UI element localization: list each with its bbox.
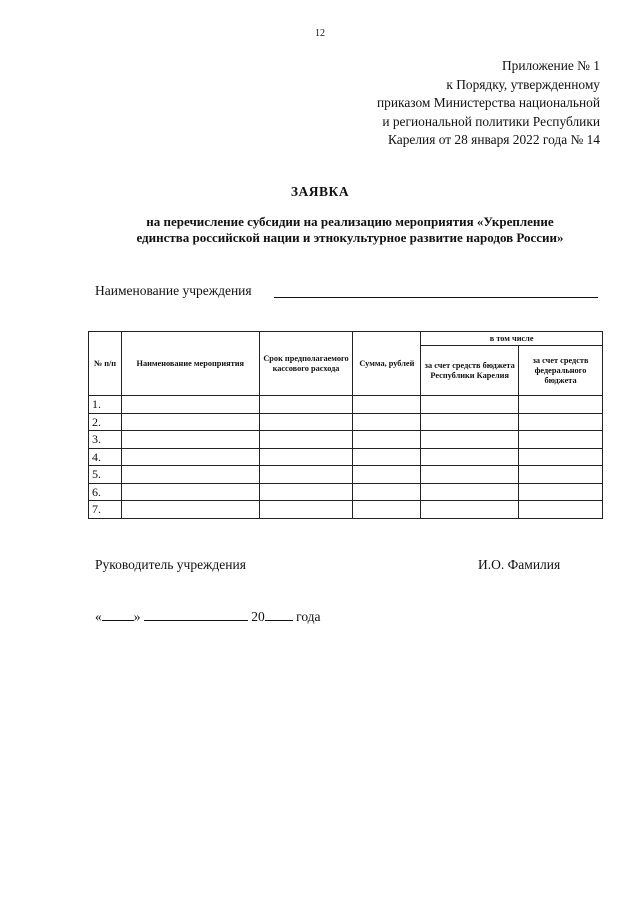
col-header-term: Срок предполагаемого кассового расхода xyxy=(259,332,353,396)
org-name-field[interactable] xyxy=(274,297,598,298)
date-year-suffix: года xyxy=(296,609,321,624)
appendix-line: приказом Министерства национальной xyxy=(377,95,600,110)
cell-name[interactable] xyxy=(121,413,259,431)
head-name: И.О. Фамилия xyxy=(478,557,561,572)
cell-federal[interactable] xyxy=(519,413,603,431)
request-table xyxy=(88,331,603,519)
cell-regional[interactable] xyxy=(421,448,519,466)
table-row xyxy=(89,431,603,449)
appendix-line: Карелия от 28 января 2022 года № 14 xyxy=(388,132,600,147)
row-number: 7. xyxy=(89,501,122,519)
cell-regional[interactable] xyxy=(421,483,519,501)
cell-term[interactable] xyxy=(259,431,353,449)
cell-name[interactable] xyxy=(121,466,259,484)
date-line xyxy=(95,608,321,625)
table-row xyxy=(89,501,603,519)
appendix-line: и региональной политики Республики xyxy=(382,113,600,129)
date-day-field[interactable] xyxy=(102,608,134,621)
table-row xyxy=(89,483,603,501)
table-row xyxy=(89,448,603,466)
document-title: ЗАЯВКА xyxy=(290,184,350,199)
cell-sum[interactable] xyxy=(353,466,421,484)
cell-name[interactable] xyxy=(121,483,259,501)
row-number: 1. xyxy=(89,396,122,414)
cell-sum[interactable] xyxy=(353,501,421,519)
cell-name[interactable] xyxy=(121,501,259,519)
cell-term[interactable] xyxy=(259,466,353,484)
cell-regional[interactable] xyxy=(421,466,519,484)
table-row xyxy=(89,466,603,484)
appendix-block xyxy=(377,57,600,150)
cell-sum[interactable] xyxy=(353,396,421,414)
cell-term[interactable] xyxy=(259,413,353,431)
col-header-including: в том числе xyxy=(421,332,603,346)
col-header-sum: Сумма, рублей xyxy=(353,332,421,396)
subtitle-line-2: единства российской нации и этнокультурное развитие народов России» xyxy=(136,230,564,245)
cell-federal[interactable] xyxy=(519,431,603,449)
date-open-quote: « xyxy=(95,609,102,624)
head-label: Руководитель учреждения xyxy=(95,557,246,572)
cell-federal[interactable] xyxy=(519,466,603,484)
cell-regional[interactable] xyxy=(421,501,519,519)
cell-name[interactable] xyxy=(121,396,259,414)
col-header-regional: за счет средств бюджета Республики Карелия xyxy=(421,346,519,396)
row-number: 6. xyxy=(89,483,122,501)
appendix-line: Приложение № 1 xyxy=(501,58,600,73)
subtitle-line-1: на перечисление субсидии на реализацию мероприятия «Укрепление xyxy=(146,214,554,229)
appendix-line: к Порядку, утвержденному xyxy=(446,76,600,92)
cell-sum[interactable] xyxy=(353,448,421,466)
date-year-prefix: 20 xyxy=(251,609,265,624)
row-number: 2. xyxy=(89,413,122,431)
col-header-num: № п/п xyxy=(89,332,122,396)
date-month-field[interactable] xyxy=(144,608,248,621)
table-row xyxy=(89,413,603,431)
cell-term[interactable] xyxy=(259,501,353,519)
col-header-federal: за счет средств федерального бюджета xyxy=(519,346,603,396)
cell-regional[interactable] xyxy=(421,431,519,449)
cell-regional[interactable] xyxy=(421,396,519,414)
row-number: 3. xyxy=(89,431,122,449)
cell-federal[interactable] xyxy=(519,448,603,466)
document-subtitle xyxy=(60,214,640,246)
cell-name[interactable] xyxy=(121,431,259,449)
table-row xyxy=(89,396,603,414)
date-close-quote: » xyxy=(133,609,141,624)
cell-term[interactable] xyxy=(259,483,353,501)
cell-sum[interactable] xyxy=(353,413,421,431)
cell-federal[interactable] xyxy=(519,396,603,414)
cell-term[interactable] xyxy=(259,396,353,414)
cell-term[interactable] xyxy=(259,448,353,466)
cell-federal[interactable] xyxy=(519,483,603,501)
cell-sum[interactable] xyxy=(353,483,421,501)
row-number: 4. xyxy=(89,448,122,466)
page-number: 12 xyxy=(315,28,325,39)
cell-name[interactable] xyxy=(121,448,259,466)
date-year-field[interactable] xyxy=(265,608,293,621)
cell-federal[interactable] xyxy=(519,501,603,519)
cell-sum[interactable] xyxy=(353,431,421,449)
row-number: 5. xyxy=(89,466,122,484)
col-header-name: Наименование мероприятия xyxy=(121,332,259,396)
org-label: Наименование учреждения xyxy=(95,283,252,298)
cell-regional[interactable] xyxy=(421,413,519,431)
